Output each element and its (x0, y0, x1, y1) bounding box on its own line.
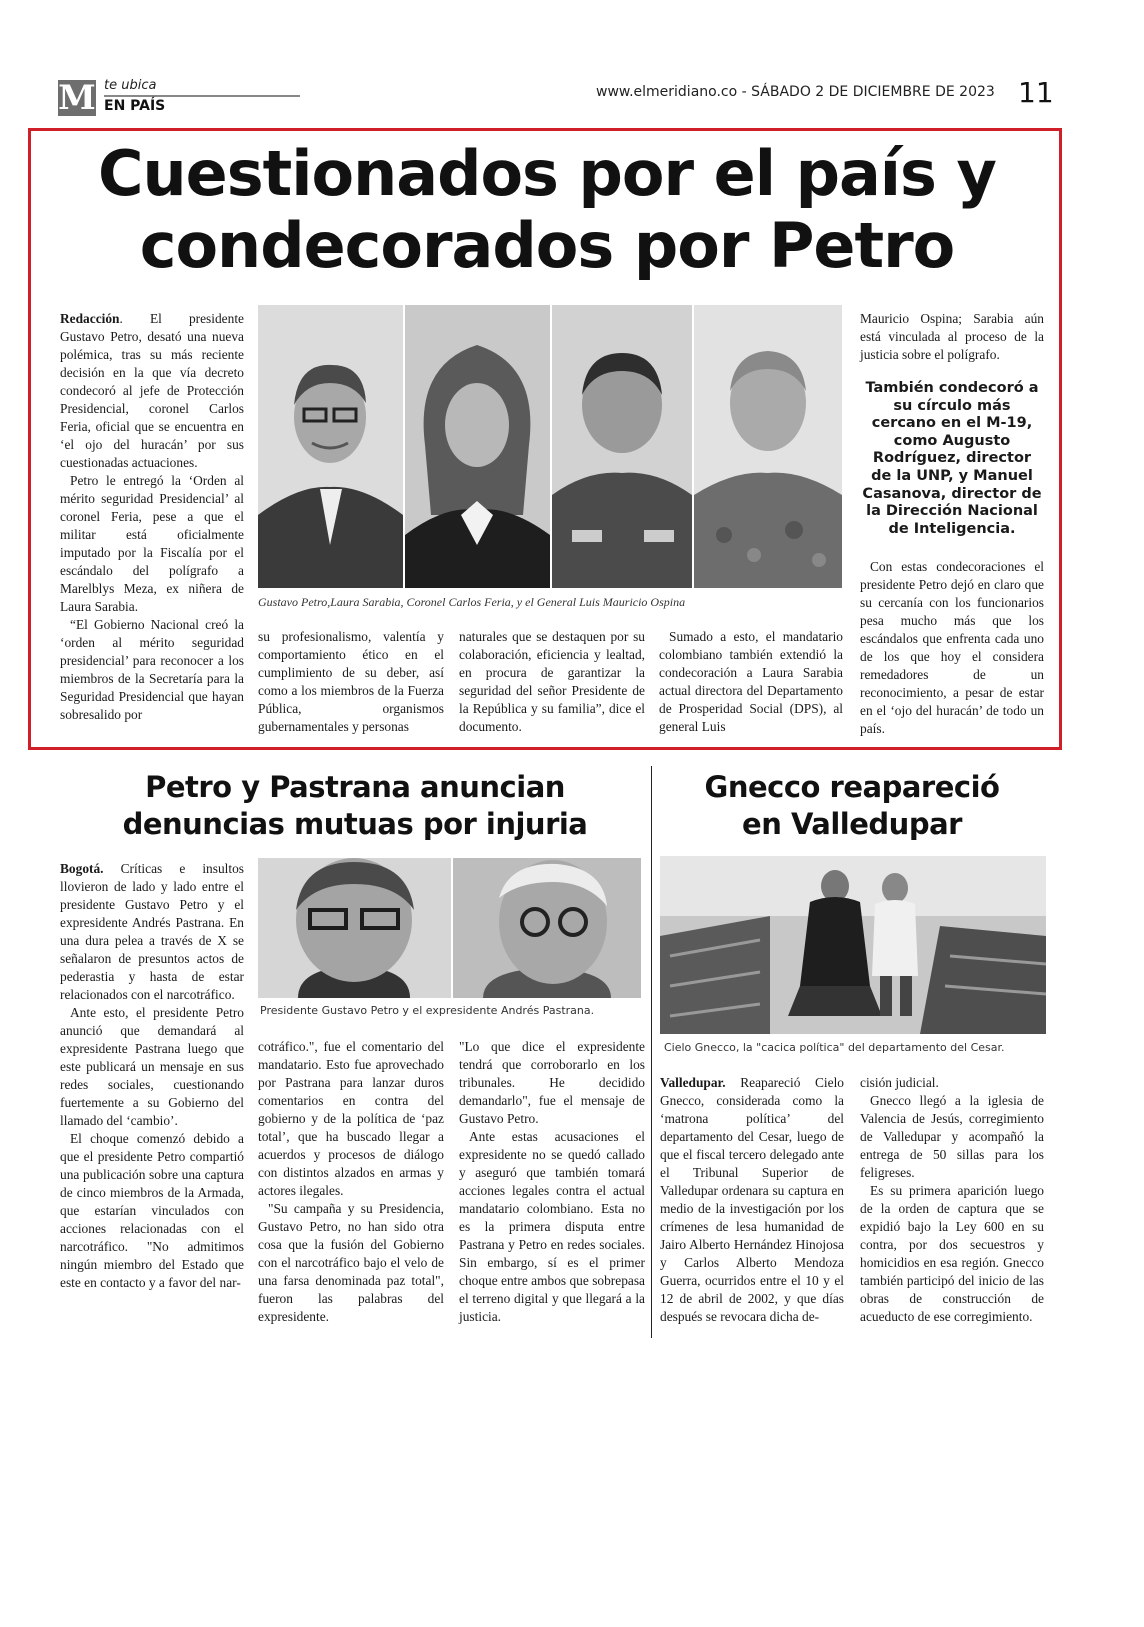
logo-letter: M (58, 78, 96, 118)
photo-church-gnecco (660, 856, 1046, 1034)
column-divider (651, 766, 652, 1338)
paragraph: “El Gobierno Nacional creó la ‘orden al mérito seguridad presidencial’ para reconocer a los miembros de la Secretaría para la Seguridad Presidencial que hayan sobresalido por (60, 617, 244, 722)
site-date: www.elmeridiano.co - SÁBADO 2 DE DICIEMBRE DE 2023 (596, 84, 995, 100)
paragraph: Gnecco llegó a la iglesia de Valencia de Jesús, corregimiento de Valledupar y acompañó la entrega de 50 sillas para los feligreses. (860, 1093, 1044, 1180)
main-col-1 (60, 310, 244, 724)
dateline: Redacción (60, 311, 120, 326)
story2-photo-caption: Presidente Gustavo Petro y el expresidente Andrés Pastrana. (260, 1004, 595, 1017)
main-col-4 (659, 628, 843, 736)
portrait-ospina (694, 305, 842, 588)
dateline: Valledupar. (660, 1075, 726, 1090)
photo-petro-closeup (258, 858, 451, 998)
main-col-2 (258, 628, 444, 736)
story2-col-1 (60, 860, 244, 1292)
paragraph: naturales que se destaquen por su colaboración, eficiencia y lealtad, en procura de garantizar la seguridad del señor Presidente de la República y su familia”, dice el documento. (459, 629, 645, 734)
main-headline-line1: Cuestionados por el país y (98, 137, 996, 210)
portrait-petro (258, 305, 403, 588)
photo-pastrana-closeup (453, 858, 641, 998)
story3-headline-line2: en Valledupar (742, 807, 962, 841)
paragraph: "Su campaña y su Presidencia, Gustavo Petro, no han sido otra cosa que la fusión del Gobierno con el narcotráfico bajo el velo de una farsa denominada paz total", fueron las palabras del expresidente. (258, 1201, 444, 1324)
paragraph: Con estas condecoraciones el presidente Petro dejó en claro que su cercanía con los funcionarios pesa mucho más que los escándalos que enfrenta cada uno de los que hoy el considera remedadores de un reconocimiento, a pesar de estar en el ‘ojo del huracán’ de todo un país. (860, 559, 1044, 736)
main-col-5-bottom (860, 558, 1044, 738)
story2-col-2 (258, 1038, 444, 1326)
story2-headline-line2: denuncias mutuas por injuria (122, 807, 588, 841)
portrait-sarabia (405, 305, 550, 588)
page-number: 11 (1018, 76, 1054, 109)
paragraph: Ante estas acusaciones el expresidente no se quedó callado y aseguró que también tomará acciones legales contra el actual mandatario colombiano. Esta no es la primera disputa entre Pastrana y Petro en redes sociales. Sin embargo, sí es el primer choque entre ambos que sobrepasa el terreno digital y que llegará a la justicia. (459, 1129, 645, 1324)
paragraph: cotráfico.", fue el comentario del mandatario. Esto fue aprovechado por Pastrana para lanzar duros comentarios en contra del gobierno y de la política de ‘paz total’, que ha buscado llegar a acuerdos y procesos de diálogo con distintos alzados en armas y actores ilegales. (258, 1039, 444, 1198)
section-label: EN PAÍS (104, 98, 166, 114)
paragraph: Es su primera aparición luego de la orden de captura que se expidió bajo la Ley 600 en su contra, por dos secuestros y homicidios en esa región. Gnecco también participó del inicio de las obras de construcción de acueducto de ese corregimiento. (860, 1183, 1044, 1324)
main-headline-line2: condecorados por Petro (139, 209, 955, 282)
paragraph: su profesionalismo, valentía y comportamiento ético en el cumplimiento de su deber, así como a los miembros de la Fuerza Pública, organismos gubernamentales y personas (258, 629, 444, 734)
paragraph: "Lo que dice el expresidente tendrá que corroborarlo en los tribunales. He decidido demandarlo", fue el mensaje de Gustavo Petro. (459, 1039, 645, 1126)
paragraph: Reapareció Cielo Gnecco, considerada como la ‘matrona política’ del departamento del Cesar, luego de que el fiscal tercero delegado ante el Tribunal Superior de Valledupar ordenara su captura en medio de la investigación por los crímenes de lesa humanidad de Jairo Alberto Hernández Hinojosa y Carlos Alberto Mendoza Guerra, ocurridos entre el 10 y el 12 de abril de 2002, y que días después se revocara dicha de- (660, 1075, 844, 1324)
pull-quote: También condecoró a su círculo más cercano en el M-19, como Augusto Rodríguez, director de la UNP, y Manuel Casanova, director de la Dirección Nacional de Inteligencia. (862, 380, 1042, 537)
portrait-feria (552, 305, 692, 588)
story3-col-1 (660, 1074, 844, 1326)
story3-col-2 (860, 1074, 1044, 1326)
paragraph: Críticas e insultos llovieron de lado y lado entre el presidente Gustavo Petro y el expresidente Andrés Pastrana. En una dura pelea a través de X se señalaron de presuntos actos de pederastia y hasta de estar relacionados con el narcotráfico. (60, 861, 244, 1002)
paragraph: . El presidente Gustavo Petro, desató una nueva polémica, tras su más reciente decisión en la que vía decreto condecoró al jefe de Protección Presidencial, coronel Carlos Feria, oficial que se encuentra en ‘el ojo del huracán’ por sus cuestionadas actuaciones. (60, 311, 244, 470)
main-col-5-top (860, 310, 1044, 364)
paragraph: Sumado a esto, el mandatario colombiano también extendió la condecoración a Laura Sarabia actual directora del Departamento de Prosperidad Social (DPS), al general Luis (659, 629, 843, 734)
main-photo-caption: Gustavo Petro,Laura Sarabia, Coronel Carlos Feria, y el General Luis Mauricio Ospina (258, 595, 686, 609)
story3-headline-line1: Gnecco reapareció (704, 770, 1000, 804)
paragraph: cisión judicial. (860, 1075, 939, 1090)
paragraph: Ante esto, el presidente Petro anunció que demandará al expresidente Pastrana luego que este publicará un mensaje en sus redes sociales, cuestionando fuertemente a su Gobierno del llamado del ‘cambio’. (60, 1005, 244, 1128)
masthead-logo (58, 80, 96, 116)
paragraph: El choque comenzó debido a que el presidente Petro compartió una publicación sobre una captura de cinco miembros de la Armada, que estarían vinculados con acciones relacionadas con el narcotráfico. "No admitimos ningún miembro del Estado que este en contacto y a favor del nar- (60, 1131, 244, 1290)
paragraph: Petro le entregó la ‘Orden al mérito seguridad Presidencial’ al coronel Feria, pese a que el militar está oficialmente imputado por la Fiscalía por el escándalo del polígrafo a Marelblys Meza, ex niñera de Laura Sarabia. (60, 473, 244, 614)
tagline-rule (104, 95, 300, 97)
main-col-3 (459, 628, 645, 736)
story2-col-3 (459, 1038, 645, 1326)
story2-headline-line1: Petro y Pastrana anuncian (145, 770, 565, 804)
story3-photo-caption: Cielo Gnecco, la "cacica política" del departamento del Cesar. (664, 1041, 1005, 1054)
paragraph: Mauricio Ospina; Sarabia aún está vinculada al proceso de la justicia sobre el polígrafo. (860, 311, 1044, 362)
dateline: Bogotá. (60, 861, 104, 876)
tagline: te ubica (104, 78, 157, 93)
